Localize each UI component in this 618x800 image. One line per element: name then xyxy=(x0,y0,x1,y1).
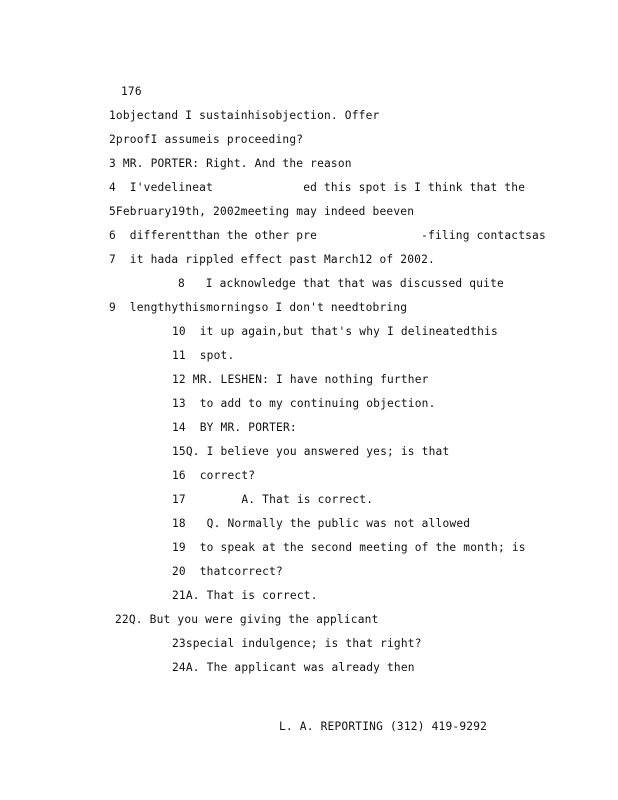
transcript-line-15: 15Q. I believe you answered yes; is that xyxy=(172,445,450,458)
transcript-line-16: 16 correct? xyxy=(172,469,256,482)
transcript-line-9: 9 lengthythismorningso I don't needtobring xyxy=(109,301,408,314)
transcript-line-3: 3 MR. PORTER: Right. And the reason xyxy=(109,157,352,170)
transcript-line-23: 23special indulgence; is that right? xyxy=(172,637,422,650)
transcript-line-22: 22Q. But you were giving the applicant xyxy=(115,613,379,626)
transcript-line-13: 13 to add to my continuing objection. xyxy=(172,397,436,410)
transcript-line-14: 14 BY MR. PORTER: xyxy=(172,421,297,434)
page-number: 176 xyxy=(121,85,142,98)
transcript-line-11: 11 spot. xyxy=(172,349,235,362)
transcript-line-20: 20 thatcorrect? xyxy=(172,565,283,578)
transcript-line-2: 2proofI assumeis proceeding? xyxy=(109,133,304,146)
transcript-line-18: 18 Q. Normally the public was not allowed xyxy=(172,517,471,530)
transcript-line-12: 12 MR. LESHEN: I have nothing further xyxy=(172,373,429,386)
transcript-line-10: 10 it up again,but that's why I delineatedthis xyxy=(172,325,498,338)
transcript-line-19: 19 to speak at the second meeting of the month; is xyxy=(172,541,526,554)
transcript-line-8: 8 I acknowledge that that was discussed quite xyxy=(178,277,504,290)
transcript-line-6: 6 differentthan the other pre -filing contactsas xyxy=(109,229,546,242)
transcript-line-4: 4 I'vedelineat ed this spot is I think that the xyxy=(109,181,526,194)
transcript-line-17: 17 A. That is correct. xyxy=(172,493,374,506)
transcript-line-21: 21A. That is correct. xyxy=(172,589,318,602)
transcript-line-1: 1objectand I sustainhisobjection. Offer xyxy=(109,109,380,122)
footer-reporter: L. A. REPORTING (312) 419-9292 xyxy=(279,720,488,733)
transcript-line-5: 5February19th, 2002meeting may indeed beeven xyxy=(109,205,415,218)
transcript-line-7: 7 it hada rippled effect past March12 of 2002. xyxy=(109,253,435,266)
transcript-line-24: 24A. The applicant was already then xyxy=(172,661,415,674)
